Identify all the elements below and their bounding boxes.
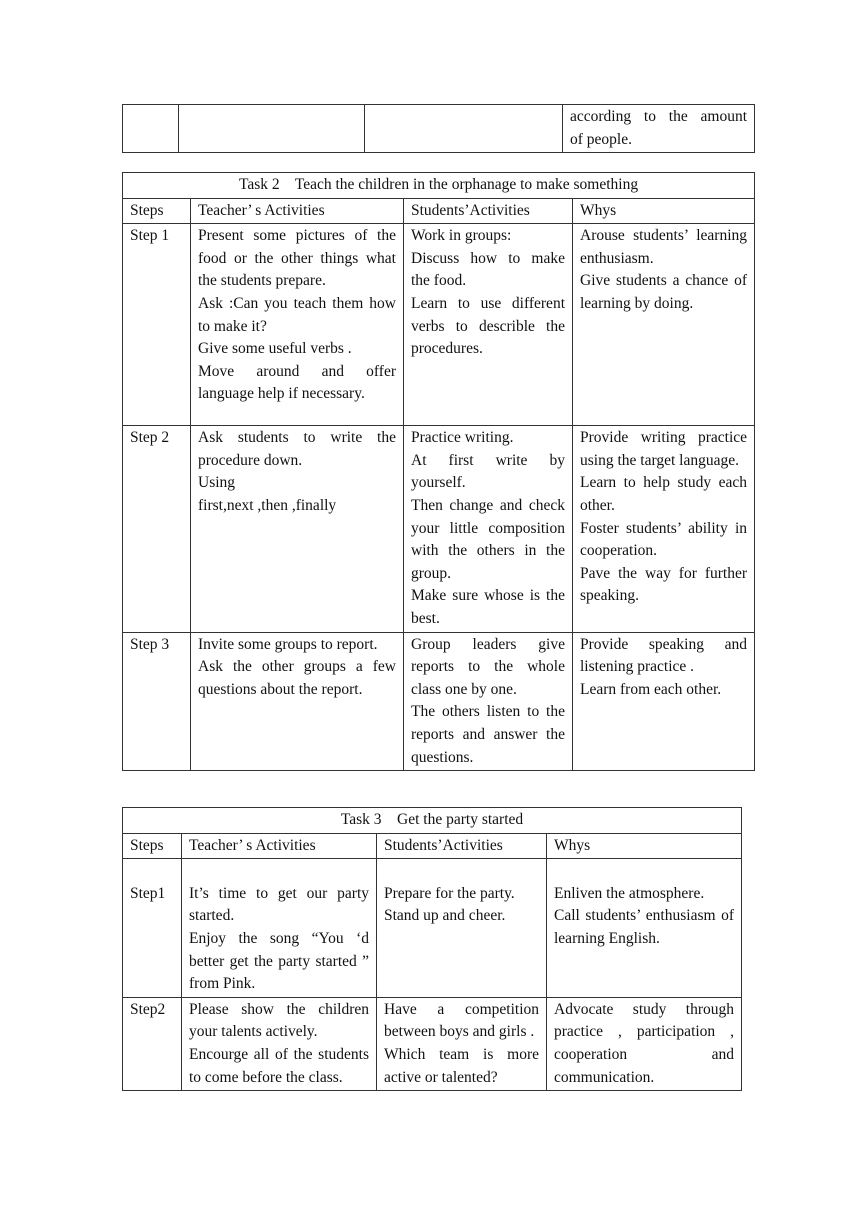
cell-text: Group leaders give reports to the whole class one by one. — [411, 635, 565, 698]
whys-cell — [547, 997, 742, 1090]
table-cell — [563, 105, 755, 153]
cell-text: of people. — [570, 130, 632, 148]
cell-text: Stand up and cheer. — [384, 907, 506, 925]
header-steps: Steps — [123, 833, 182, 859]
cell-text: Learn to help study each other. — [580, 474, 748, 514]
cell-text: according to the amount — [570, 108, 747, 125]
table-cell — [123, 105, 179, 153]
cell-text: Which team is more active or talented? — [384, 1045, 539, 1086]
cell-text: Give some useful verbs . — [198, 340, 352, 358]
table-row — [123, 105, 755, 153]
cell-text: Move around and offer language help if necessary. — [198, 362, 396, 403]
task2-caption — [123, 173, 755, 199]
task3-caption — [123, 808, 742, 834]
cell-text: Advocate study through practice , participation , cooperation and communication. — [554, 1000, 735, 1086]
cell-text: Practice writing. — [411, 429, 514, 447]
cell-text: Discuss how to make the food. — [411, 249, 565, 290]
cell-text: Arouse students’ learning enthusiasm. — [580, 227, 748, 267]
cell-text: Using — [198, 474, 236, 492]
teacher-cell — [191, 632, 404, 771]
teacher-cell — [182, 997, 377, 1090]
task3-caption-text: Task 3 Get the party started — [340, 811, 524, 828]
cell-text: Please show the children your talents actively. — [189, 1000, 369, 1041]
students-cell — [404, 426, 573, 632]
cell-text: At first write by yourself. — [411, 451, 565, 492]
cell-text: Foster students’ ability in cooperation. — [580, 519, 748, 560]
cell-text: Have a competition between boys and girls . — [384, 1000, 539, 1041]
table-header-row — [123, 198, 755, 224]
whys-cell — [547, 859, 742, 998]
task2-caption-text: Task 2 Teach the children in the orphanage to make something — [238, 176, 639, 193]
header-students: Students’Activities — [404, 198, 573, 224]
cell-text: Enjoy the song “You ‘d better get the party started ” from Pink. — [189, 929, 369, 993]
cell-text: Present some pictures of the food or the other things what the students prepare. — [198, 227, 396, 290]
teacher-cell — [182, 859, 377, 998]
cell-text: Then change and check your little composition with the others in the group. — [411, 496, 565, 582]
table-row — [123, 859, 742, 998]
header-teacher: Teacher’ s Activities — [191, 198, 404, 224]
header-whys: Whys — [547, 833, 742, 859]
header-students: Students’Activities — [377, 833, 547, 859]
cell-text: Make sure whose is the best. — [411, 587, 565, 627]
students-cell — [377, 997, 547, 1090]
header-steps: Steps — [123, 198, 191, 224]
cell-text: Provide writing practice using the target language. — [580, 429, 748, 469]
teacher-cell — [191, 224, 404, 426]
cell-text: It’s time to get our party started. — [189, 884, 369, 925]
table-row — [123, 426, 755, 632]
step-cell: Step 3 — [123, 632, 191, 771]
step-cell: Step 2 — [123, 426, 191, 632]
cell-text: Ask :Can you teach them how to make it? — [198, 294, 396, 335]
teacher-cell — [191, 426, 404, 632]
table-row — [123, 632, 755, 771]
cell-text: Ask the other groups a few questions about the report. — [198, 658, 396, 698]
table-caption-row — [123, 808, 742, 834]
cell-text: first,next ,then ,finally — [198, 496, 337, 514]
header-whys: Whys — [573, 198, 755, 224]
cell-text: Learn from each other. — [580, 680, 722, 698]
cell-text: Call students’ enthusiasm of learning English. — [554, 907, 735, 947]
students-cell — [377, 859, 547, 998]
task2-table — [122, 172, 755, 771]
cell-text: Enliven the atmosphere. — [554, 884, 705, 902]
cell-text: Give students a chance of learning by doing. — [580, 272, 748, 312]
whys-cell — [573, 224, 755, 426]
table-row — [123, 997, 742, 1090]
whys-cell — [573, 426, 755, 632]
cell-text: Ask students to write the procedure down. — [198, 429, 396, 469]
step-cell: Step1 — [123, 859, 182, 998]
students-cell — [404, 224, 573, 426]
table-header-row — [123, 833, 742, 859]
cell-text: The others listen to the reports and answer the questions. — [411, 703, 565, 766]
step-cell: Step2 — [123, 997, 182, 1090]
cell-text: Provide speaking and listening practice . — [580, 635, 748, 676]
cell-text: Encourge all of the students to come before the class. — [189, 1045, 369, 1086]
task3-table — [122, 807, 742, 1091]
cell-text: Pave the way for further speaking. — [580, 564, 748, 605]
cell-text: Prepare for the party. — [384, 884, 515, 902]
cell-text: Work in groups: — [411, 227, 512, 245]
table-row — [123, 224, 755, 426]
table-caption-row — [123, 173, 755, 199]
top-table-fragment — [122, 104, 755, 153]
header-teacher: Teacher’ s Activities — [182, 833, 377, 859]
table-cell — [365, 105, 563, 153]
whys-cell — [573, 632, 755, 771]
step-cell: Step 1 — [123, 224, 191, 426]
cell-text: Learn to use different verbs to describle the procedures. — [411, 294, 565, 358]
students-cell — [404, 632, 573, 771]
table-cell — [179, 105, 365, 153]
cell-text: Invite some groups to report. — [198, 635, 378, 653]
